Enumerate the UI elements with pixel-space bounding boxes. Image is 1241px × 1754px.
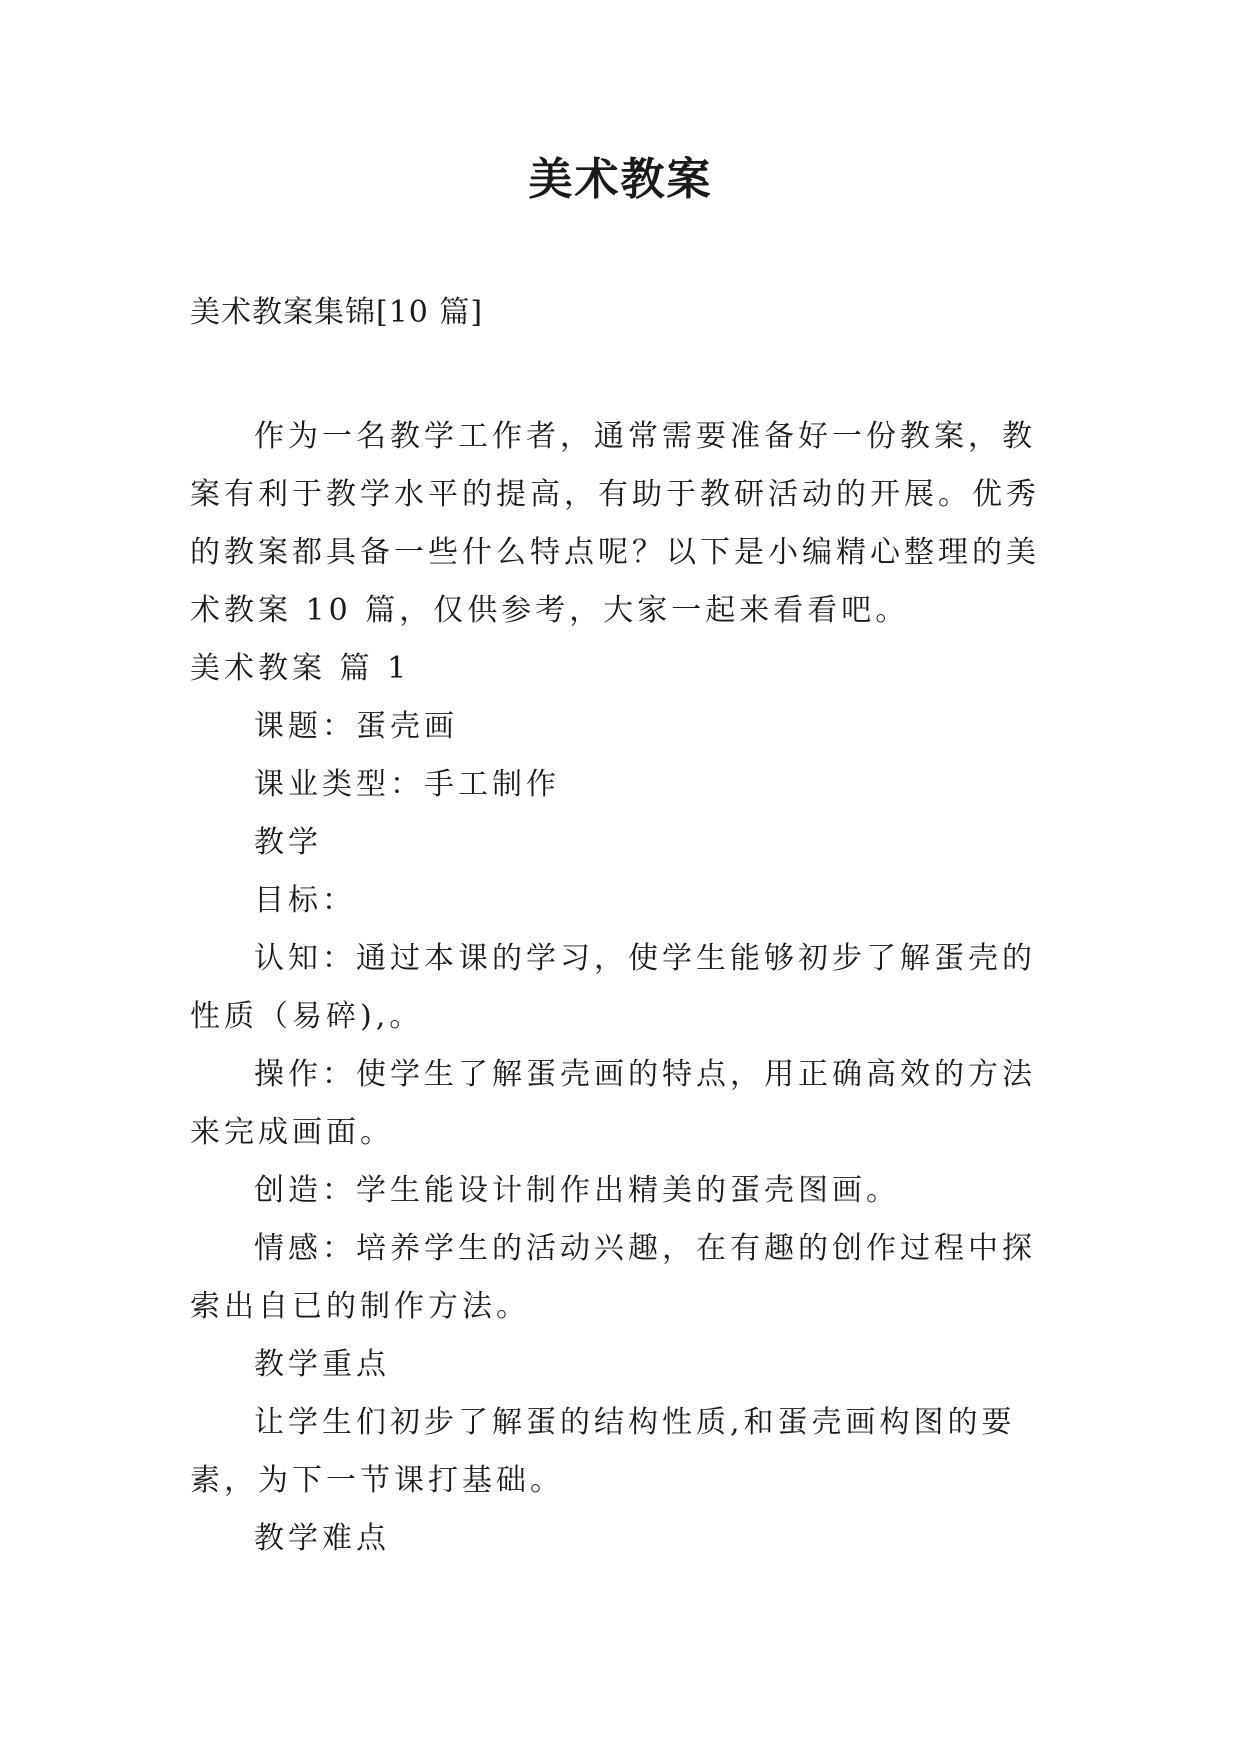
teaching-label: 教学 (254, 825, 322, 860)
objectives-label: 目标： (254, 883, 356, 918)
document-body (190, 408, 1052, 1568)
key-points-heading: 教学重点 (254, 1347, 390, 1382)
section-heading: 美术教案 篇 1 (190, 651, 411, 686)
lesson-type: 课业类型：手工制作 (254, 767, 560, 802)
lesson-topic: 课题：蛋壳画 (254, 709, 458, 744)
objective-creation: 创造：学生能设计制作出精美的蛋壳图画。 (254, 1173, 900, 1208)
key-points-text: 让学生们初步了解蛋的结构性质,和蛋壳画构图的要素，为下一节课打基础。 (190, 1405, 1016, 1498)
page-title: 美术教案 (528, 154, 713, 205)
difficulties-heading: 教学难点 (254, 1521, 390, 1556)
document-subtitle: 美术教案集锦[10 篇] (190, 295, 484, 330)
objective-cognition: 认知：通过本课的学习，使学生能够初步了解蛋壳的性质（易碎),。 (190, 941, 1036, 1034)
objective-emotion: 情感：培养学生的活动兴趣，在有趣的创作过程中探索出自已的制作方法。 (190, 1231, 1036, 1324)
objective-operation: 操作：使学生了解蛋壳画的特点，用正确高效的方法来完成画面。 (190, 1057, 1036, 1150)
intro-paragraph: 作为一名教学工作者，通常需要准备好一份教案，教案有利于教学水平的提高，有助于教研活动的开展。优秀的教案都具备一些什么特点呢？以下是小编精心整理的美术教案 10 篇，仅供参考，大家一起来看看吧。 (190, 419, 1040, 628)
